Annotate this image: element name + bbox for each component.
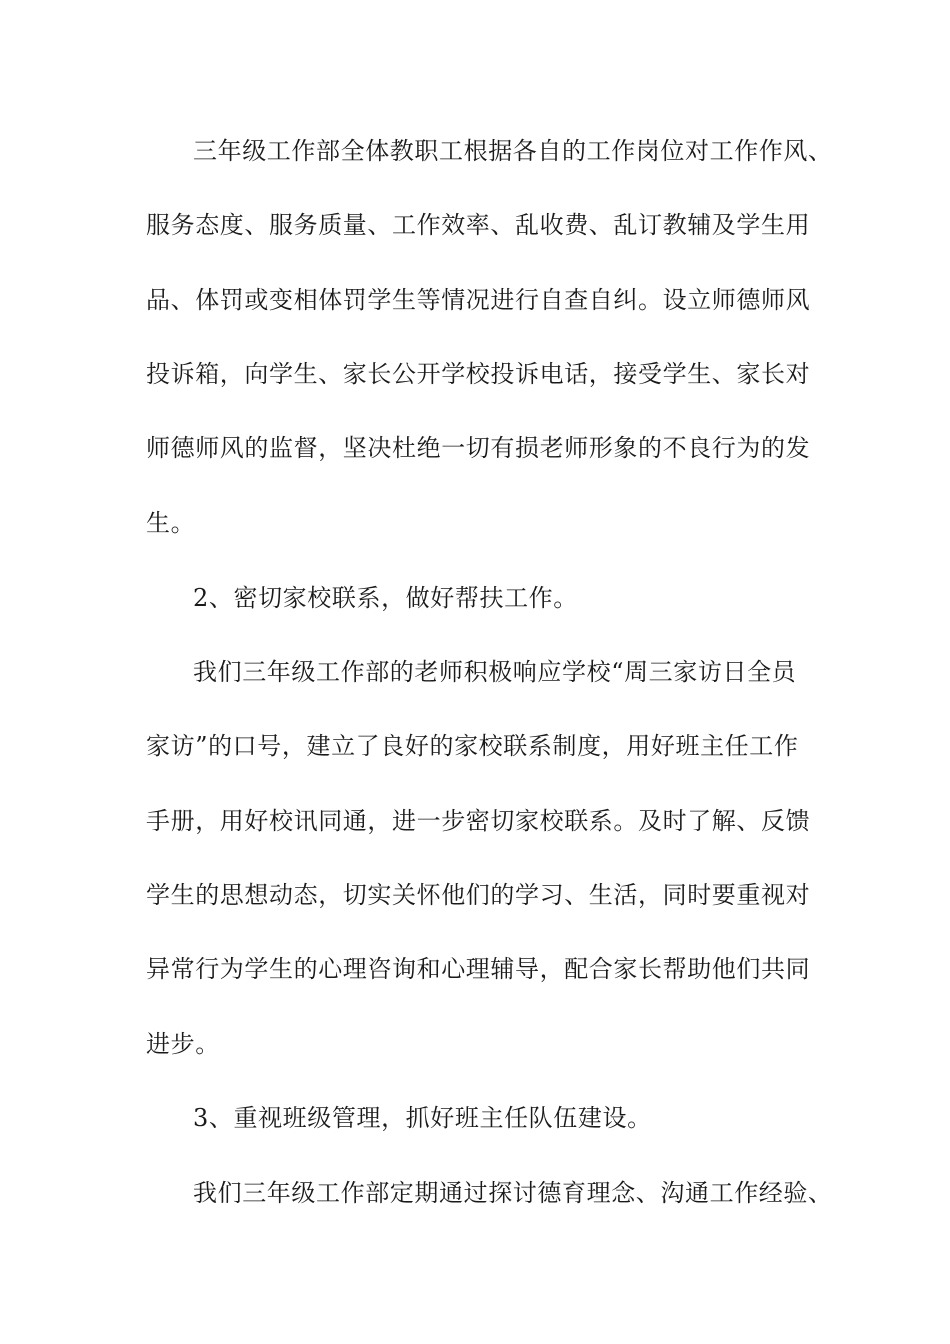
paragraph-3-line-1: 我们三年级工作部定期通过探讨德育理念、沟通工作经验、 [193,1179,833,1207]
paragraph-2-line-5: 异常行为学生的心理咨询和心理辅导，配合家长帮助他们共同 [146,955,811,983]
paragraph-2-line-4: 学生的思想动态，切实关怀他们的学习、生活，同时要重视对 [146,881,811,909]
heading-2: 2、密切家校联系，做好帮扶工作。 [193,584,578,612]
paragraph-2-line-2: 家访”的口号，建立了良好的家校联系制度，用好班主任工作 [146,732,799,760]
paragraph-1-line-3: 品、体罚或变相体罚学生等情况进行自查自纠。设立师德师风 [146,286,811,314]
paragraph-1-line-1: 三年级工作部全体教职工根据各自的工作岗位对工作作风、 [193,137,833,165]
paragraph-1-line-6: 生。 [146,509,196,537]
paragraph-1-line-2: 服务态度、服务质量、工作效率、乱收费、乱订教辅及学生用 [146,211,811,239]
paragraph-2-line-3: 手册，用好校讯同通，进一步密切家校联系。及时了解、反馈 [146,807,811,835]
paragraph-1-line-4: 投诉箱，向学生、家长公开学校投诉电话，接受学生、家长对 [146,360,811,388]
paragraph-1-line-5: 师德师风的监督，坚决杜绝一切有损老师形象的不良行为的发 [146,434,811,462]
paragraph-2-line-6: 进步。 [146,1030,220,1058]
heading-3: 3、重视班级管理，抓好班主任队伍建设。 [193,1104,652,1132]
paragraph-2-line-1: 我们三年级工作部的老师积极响应学校“周三家访日全员 [193,658,797,686]
